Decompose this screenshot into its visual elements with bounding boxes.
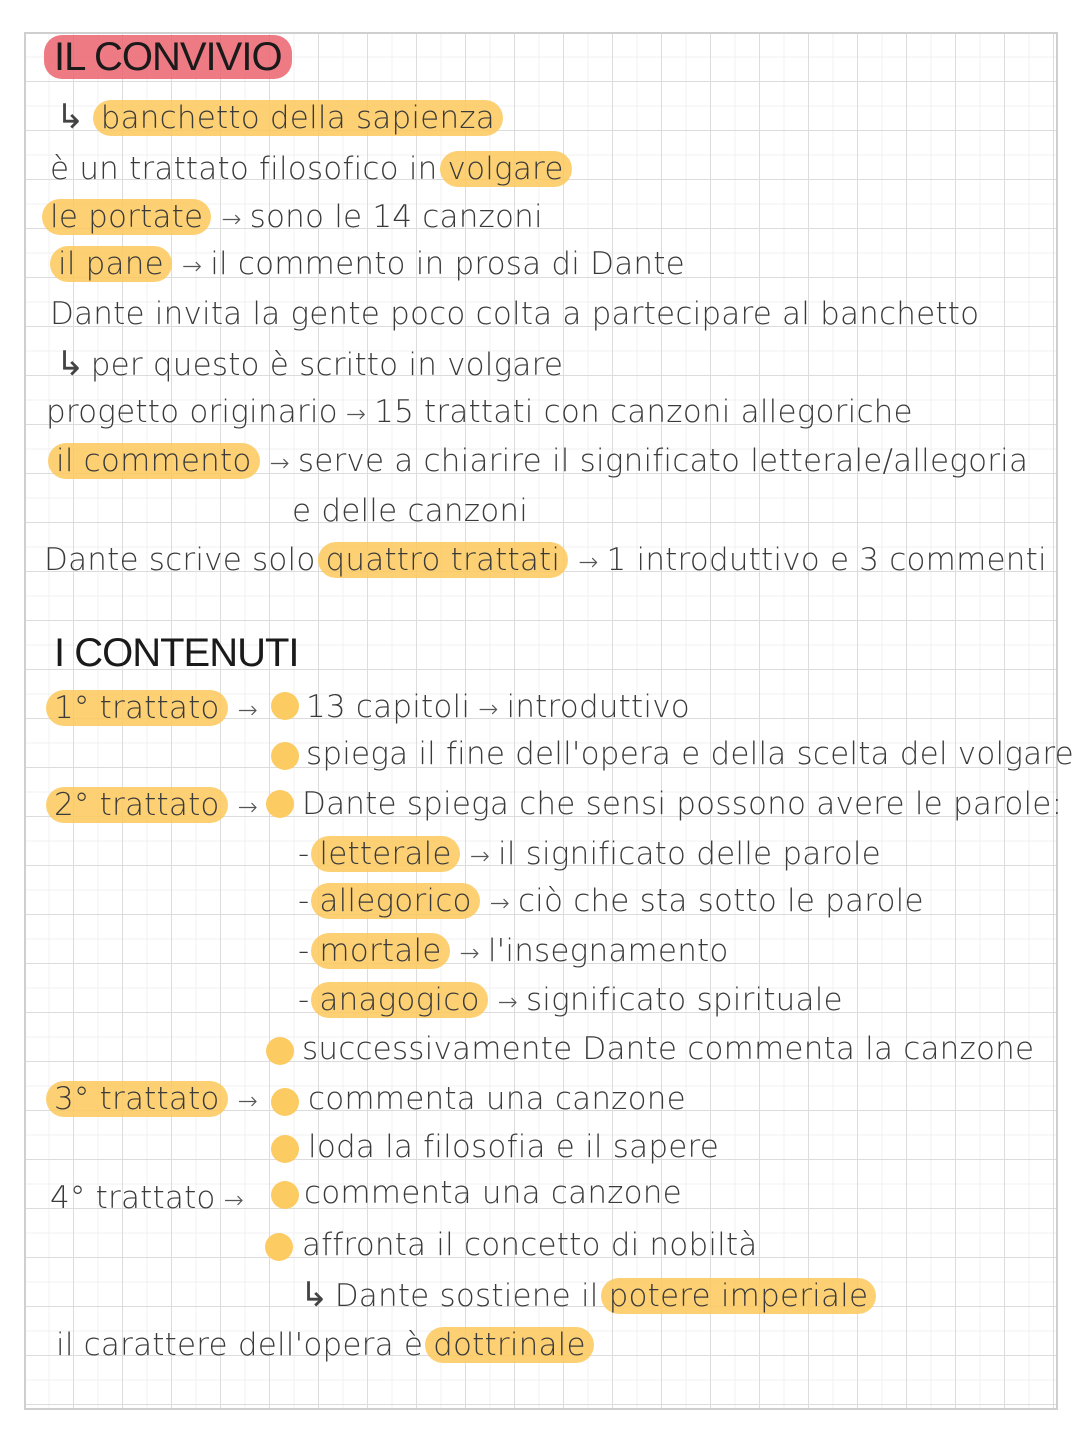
- page-title: [44, 35, 292, 79]
- highlight-portate: le portate: [42, 199, 211, 235]
- t4-bullet-1: commenta una canzone: [304, 1175, 682, 1211]
- arrow-icon: →: [221, 205, 242, 233]
- intro-line-1: è un trattato filosofico in volgare: [50, 150, 574, 188]
- t3-bullet-1: commenta una canzone: [308, 1081, 686, 1117]
- t1-bullet-2: spiega il fine dell'opera e della scelta del volgare: [306, 736, 1074, 772]
- highlight-dottrinale: dottrinale: [425, 1327, 594, 1363]
- highlight-quattro-trattati: quattro trattati: [318, 542, 569, 578]
- bullet-dot: [266, 790, 294, 818]
- curved-arrow-icon: ↳: [56, 97, 85, 137]
- arrow-icon: →: [578, 548, 599, 576]
- arrow-icon: →: [345, 400, 367, 428]
- arrow-icon: →: [478, 695, 499, 723]
- highlight-pane: il pane: [50, 246, 172, 282]
- intro-line-5: ↳ per questo è scritto in volgare: [56, 344, 564, 384]
- subtitle-highlight: banchetto della sapienza: [93, 100, 503, 136]
- sense-item: - mortale → l'insegnamento: [298, 933, 729, 969]
- highlight-commento: il commento: [48, 443, 260, 479]
- bullet-dot: [265, 1233, 293, 1261]
- subtitle-line: [56, 98, 505, 137]
- t4-bullet-2: affronta il concetto di nobiltà: [302, 1227, 758, 1263]
- sense-item: - letterale → il significato delle parole: [298, 836, 881, 872]
- intro-line-7: il commento → serve a chiarire il significato letterale/allegoria: [46, 442, 1028, 482]
- arrow-icon: →: [459, 939, 480, 967]
- intro-line-4: Dante invita la gente poco colta a partecipare al banchetto: [50, 296, 980, 332]
- sense-item: - allegorico → ciò che sta sotto le parole: [298, 883, 924, 919]
- label-trattato-2: 2° trattato →: [44, 786, 266, 826]
- title-highlight: IL CONVIVIO: [44, 35, 292, 79]
- bullet-dot: [271, 1135, 299, 1163]
- t2-bullet-2: successivamente Dante commenta la canzone: [302, 1031, 1035, 1067]
- intro-line-6: progetto originario → 15 trattati con canzoni allegoriche: [46, 394, 913, 430]
- arrow-icon: →: [497, 988, 518, 1016]
- bullet-dot: [271, 1181, 299, 1209]
- arrow-icon: →: [223, 1186, 244, 1214]
- arrow-icon: →: [469, 842, 490, 870]
- intro-line-2: le portate → sono le 14 canzoni: [40, 198, 543, 238]
- closing-line: il carattere dell'opera è dottrinale: [56, 1326, 596, 1364]
- arrow-icon: →: [489, 889, 510, 917]
- bullet-dot: [266, 1037, 294, 1065]
- bullet-dot: [271, 742, 299, 770]
- curved-arrow-icon: ↳: [300, 1275, 329, 1315]
- bullet-dot: [271, 1088, 299, 1116]
- t3-bullet-2: loda la filosofia e il sapere: [308, 1129, 720, 1165]
- highlight-volgare: volgare: [440, 151, 572, 187]
- arrow-icon: →: [237, 696, 258, 724]
- label-trattato-4: 4° trattato →: [50, 1180, 244, 1216]
- arrow-icon: →: [237, 1087, 258, 1115]
- curved-arrow-icon: ↳: [56, 344, 85, 384]
- intro-line-9: Dante scrive solo quattro trattati → 1 introduttivo e 3 commenti: [44, 542, 1047, 578]
- label-trattato-3: 3° trattato →: [44, 1080, 266, 1120]
- arrow-icon: →: [269, 449, 290, 477]
- intro-line-8: e delle canzoni: [292, 493, 529, 529]
- label-trattato-1: 1° trattato →: [44, 689, 266, 729]
- sense-item: - anagogico → significato spirituale: [298, 982, 843, 1018]
- t1-bullet-1: 13 capitoli → introduttivo: [306, 689, 690, 725]
- arrow-icon: →: [181, 252, 203, 280]
- intro-line-3: il pane → il commento in prosa di Dante: [48, 245, 685, 285]
- section-title-contenuti: I CONTENUTI: [54, 631, 299, 675]
- bullet-dot: [271, 692, 299, 720]
- t2-bullet-1: Dante spiega che sensi possono avere le parole:: [302, 786, 1063, 822]
- t4-bullet-3: ↳ Dante sostiene il potere imperiale: [300, 1276, 878, 1315]
- highlight-potere-imperiale: potere imperiale: [601, 1278, 877, 1314]
- arrow-icon: →: [237, 793, 258, 821]
